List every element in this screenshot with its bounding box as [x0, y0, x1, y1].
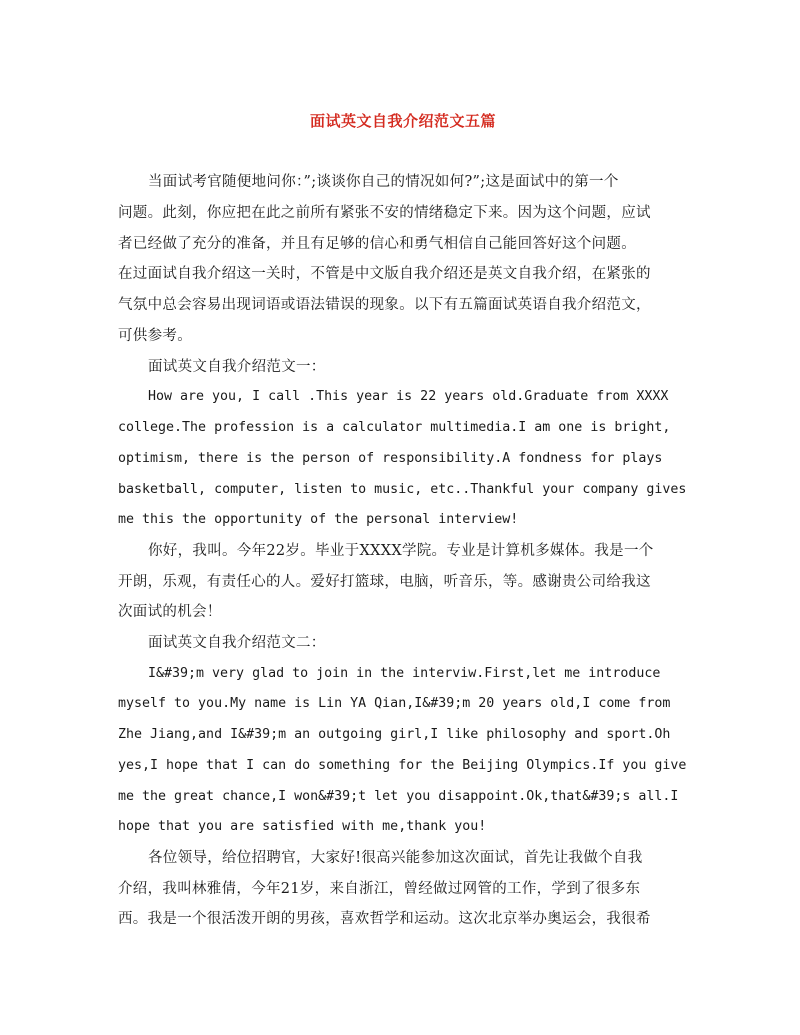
paragraph-line: 问题。此刻，你应把在此之前所有紧张不安的情绪稳定下来。因为这个问题，应试: [118, 205, 651, 221]
paragraph-line: 开朗，乐观，有责任心的人。爱好打篮球，电脑，听音乐，等。感谢贵公司给我这: [118, 574, 651, 590]
paragraph-line: 在过面试自我介绍这一关时，不管是中文版自我介绍还是英文自我介绍，在紧张的: [118, 266, 651, 282]
paragraph-line: 者已经做了充分的准备，并且有足够的信心和勇气相信自己能回答好这个问题。: [118, 236, 636, 252]
paragraph-line: 可供参考。: [118, 328, 192, 344]
paragraph-line: 你好，我叫。今年22岁。毕业于XXXX学院。专业是计算机多媒体。我是一个: [148, 543, 654, 559]
english-line: yes,I hope that I can do something for the Beijing Olympics.If you give: [118, 758, 687, 773]
paragraph-line: 当面试考官随便地问你：”;谈谈你自己的情况如何?”;这是面试中的第一个: [148, 174, 619, 190]
english-line: hope that you are satisfied with me,thank you!: [118, 819, 487, 834]
section-heading: 面试英文自我介绍范文一：: [148, 359, 326, 375]
english-line: basketball, computer, listen to music, etc..Thankful your company gives: [118, 482, 687, 497]
english-line: me the great chance,I won&#39;t let you disappoint.Ok,that&#39;s all.I: [118, 789, 679, 804]
paragraph-line: 各位领导，给位招聘官，大家好!很高兴能参加这次面试，首先让我做个自我: [148, 850, 643, 866]
paragraph-line: 介绍，我叫林雅倩，今年21岁，来自浙江，曾经做过网管的工作，学到了很多东: [118, 881, 641, 897]
paragraph-line: 次面试的机会！: [118, 604, 222, 620]
english-line: college.The profession is a calculator multimedia.I am one is bright,: [118, 420, 671, 435]
english-line: I&#39;m very glad to join in the interviw.First,let me introduce: [148, 666, 661, 681]
section-heading: 面试英文自我介绍范文二：: [148, 635, 326, 651]
paragraph-line: 西。我是一个很活泼开朗的男孩，喜欢哲学和运动。这次北京举办奥运会，我很希: [118, 911, 651, 927]
english-line: myself to you.My name is Lin YA Qian,I&#39;m 20 years old,I come from: [118, 696, 671, 711]
english-line: How are you, I call .This year is 22 years old.Graduate from XXXX: [148, 389, 669, 404]
paragraph-line: 气氛中总会容易出现词语或语法错误的现象。以下有五篇面试英语自我介绍范文，: [118, 297, 651, 313]
english-line: me this the opportunity of the personal interview!: [118, 512, 519, 527]
english-line: Zhe Jiang,and I&#39;m an outgoing girl,I like philosophy and sport.Oh: [118, 727, 671, 742]
document-title: 面试英文自我介绍范文五篇: [309, 112, 496, 130]
english-line: optimism, there is the person of responsibility.A fondness for plays: [118, 451, 663, 466]
